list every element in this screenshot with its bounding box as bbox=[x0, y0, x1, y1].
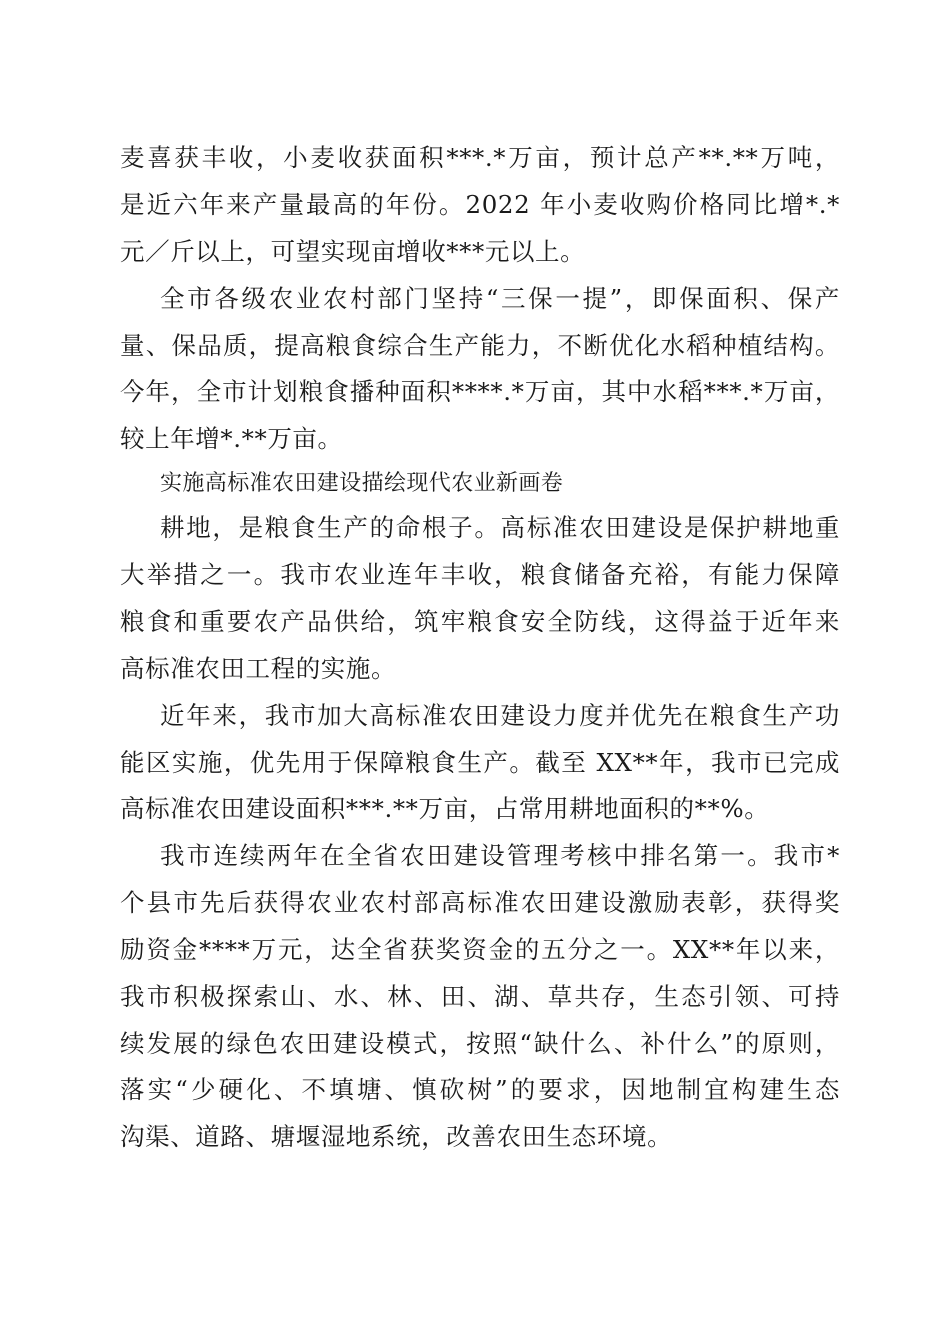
paragraph-line: 我市积极探索山、水、林、田、湖、草共存，生态引领、可持 bbox=[120, 982, 840, 1011]
paragraph-line: 续发展的绿色农田建设模式，按照“缺什么、补什么”的原则， bbox=[120, 1029, 840, 1058]
paragraph-line: 大举措之一。我市农业连年丰收，粮食储备充裕，有能力保障 bbox=[120, 560, 840, 589]
paragraph-line: 高标准农田建设面积***.**万亩，占常用耕地面积的**%。 bbox=[120, 794, 770, 823]
paragraph-line: 今年，全市计划粮食播种面积****.*万亩，其中水稻***.*万亩， bbox=[120, 377, 840, 406]
paragraph-line: 粮食和重要农产品供给，筑牢粮食安全防线，这得益于近年来 bbox=[120, 607, 840, 636]
paragraph-line: 我市连续两年在全省农田建设管理考核中排名第一。我市* bbox=[160, 841, 840, 870]
paragraph-line: 量、保品质，提高粮食综合生产能力，不断优化水稻种植结构。 bbox=[120, 331, 840, 360]
paragraph-line: 全市各级农业农村部门坚持“三保一提”，即保面积、保产 bbox=[160, 284, 840, 313]
paragraph-line: 高标准农田工程的实施。 bbox=[120, 654, 397, 683]
paragraph-line: 落实“少硬化、不填塘、慎砍树”的要求，因地制宜构建生态 bbox=[120, 1075, 840, 1104]
paragraph-line: 耕地，是粮食生产的命根子。高标准农田建设是保护耕地重 bbox=[160, 513, 840, 542]
paragraph-line: 个县市先后获得农业农村部高标准农田建设激励表彰，获得奖 bbox=[120, 888, 840, 917]
paragraph-line: 能区实施，优先用于保障粮食生产。截至 XX**年，我市已完成 bbox=[120, 748, 840, 777]
paragraph-line: 元／斤以上，可望实现亩增收***元以上。 bbox=[120, 237, 586, 266]
paragraph-line: 较上年增*.**万亩。 bbox=[120, 424, 343, 453]
section-heading: 实施高标准农田建设描绘现代农业新画卷 bbox=[160, 471, 564, 496]
paragraph-line: 麦喜获丰收，小麦收获面积***.*万亩，预计总产**.**万吨， bbox=[120, 143, 840, 172]
paragraph-line: 沟渠、道路、塘堰湿地系统，改善农田生态环境。 bbox=[120, 1122, 673, 1151]
paragraph-line: 近年来，我市加大高标准农田建设力度并优先在粮食生产功 bbox=[160, 701, 840, 730]
paragraph-line: 励资金****万元，达全省获奖资金的五分之一。XX**年以来， bbox=[120, 935, 840, 964]
paragraph-line: 是近六年来产量最高的年份。2022 年小麦收购价格同比增*.* bbox=[120, 190, 840, 219]
